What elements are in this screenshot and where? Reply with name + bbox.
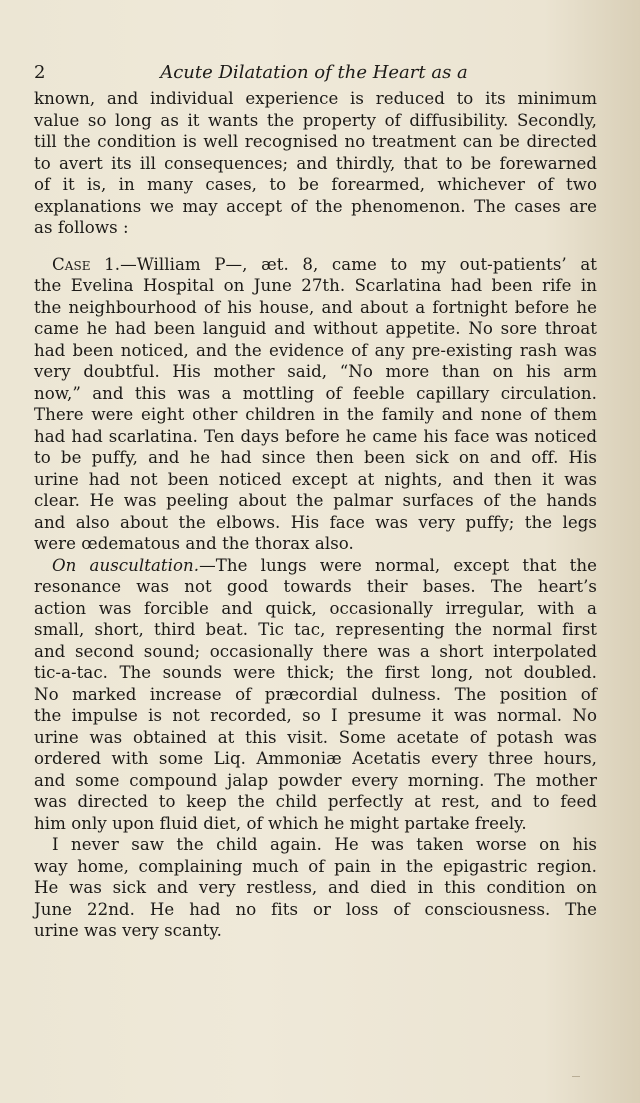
- text-line: to be puffy, and he had since then been sick on and off. His: [34, 448, 597, 467]
- text-line: ordered with some Liq. Ammoniæ Acetatis every three hours,: [34, 749, 597, 768]
- text-line: as follows :: [34, 218, 129, 237]
- running-title: Acute Dilatation of the Heart as a: [160, 62, 468, 83]
- text-line: value so long as it wants the property of diffusibility. Secondly,: [34, 110, 597, 130]
- text-line: urine was very scanty.: [34, 921, 222, 940]
- text-line: way home, complaining much of pain in the epigastric region.: [34, 856, 597, 876]
- text-line: the Evelina Hospital on June 27th. Scarlatina had been rife in: [34, 276, 597, 295]
- text-line: and second sound; occasionally there was a short interpolated: [34, 641, 597, 661]
- text-line: urine had not been noticed except at nights, and then it was: [34, 469, 597, 489]
- text-line: of it is, in many cases, to be forearmed, whichever of two: [34, 175, 597, 194]
- text-line: There were eight other children in the family and none of them: [34, 405, 597, 424]
- case-heading: Case 1.: [52, 254, 121, 274]
- text-line: resonance was not good towards their bases. The heart’s: [34, 577, 597, 596]
- text-line: clear. He was peeling about the palmar surfaces of the hands: [34, 491, 597, 510]
- case-heading-line: [34, 254, 597, 276]
- paragraph-case-1: [34, 254, 597, 555]
- paragraph-outcome: [34, 834, 597, 942]
- case-heading-rest: —William P—, æt. 8, came to my out-patients’ at: [120, 254, 597, 274]
- text-line: were œdematous and the thorax also.: [34, 534, 354, 553]
- paragraph-auscultation: [34, 555, 597, 835]
- text-line: the impulse is not recorded, so I presume it was normal. No: [34, 706, 597, 725]
- text-line: tic-a-tac. The sounds were thick; the first long, not doubled.: [34, 663, 597, 682]
- text-line: him only upon fluid diet, of which he might partake freely.: [34, 813, 527, 833]
- text-line: very doubtful. His mother said, “No more than on his arm: [34, 362, 597, 381]
- auscultation-rest: —The lungs were normal, except that the: [199, 555, 597, 575]
- text-line: small, short, third beat. Tic tac, representing the normal first: [34, 620, 597, 639]
- text-line: was directed to keep the child perfectly at rest, and to feed: [34, 792, 597, 811]
- text-line: action was forcible and quick, occasionally irregular, with a: [34, 598, 597, 618]
- text-line: and some compound jalap powder every morning. The mother: [34, 770, 597, 790]
- text-line: to avert its ill consequences; and thirdly, that to be forewarned: [34, 153, 597, 173]
- text-line: I never saw the child again. He was taken worse on his: [52, 835, 597, 854]
- text-line: urine was obtained at this visit. Some acetate of potash was: [34, 727, 597, 747]
- text-line: June 22nd. He had no fits or loss of consciousness. The: [34, 899, 597, 919]
- text-line: explanations we may accept of the phenomenon. The cases are: [34, 196, 597, 216]
- page-header: [34, 62, 594, 84]
- text-line: and also about the elbows. His face was very puffy; the legs: [34, 512, 597, 532]
- body-text: [34, 88, 597, 942]
- text-line: known, and individual experience is reduced to its minimum: [34, 89, 597, 108]
- paragraph-intro: [34, 88, 597, 239]
- text-line: now,” and this was a mottling of feeble capillary circulation.: [34, 383, 597, 403]
- auscultation-heading-line: [34, 555, 597, 577]
- text-line: had been noticed, and the evidence of any pre-existing rash was: [34, 340, 597, 360]
- auscultation-label: On auscultation.: [52, 555, 200, 575]
- paragraph-gap: [34, 239, 597, 254]
- text-line: the neighbourhood of his house, and about a fortnight before he: [34, 297, 597, 317]
- print-mark: [572, 1076, 580, 1077]
- text-line: came he had been languid and without appetite. No sore throat: [34, 319, 597, 338]
- text-line: No marked increase of præcordial dulness. The position of: [34, 684, 597, 704]
- text-line: He was sick and very restless, and died in this condition on: [34, 878, 597, 897]
- text-line: had had scarlatina. Ten days before he came his face was noticed: [34, 426, 597, 446]
- text-line: till the condition is well recognised no treatment can be directed: [34, 132, 597, 151]
- page-number: 2: [34, 62, 46, 83]
